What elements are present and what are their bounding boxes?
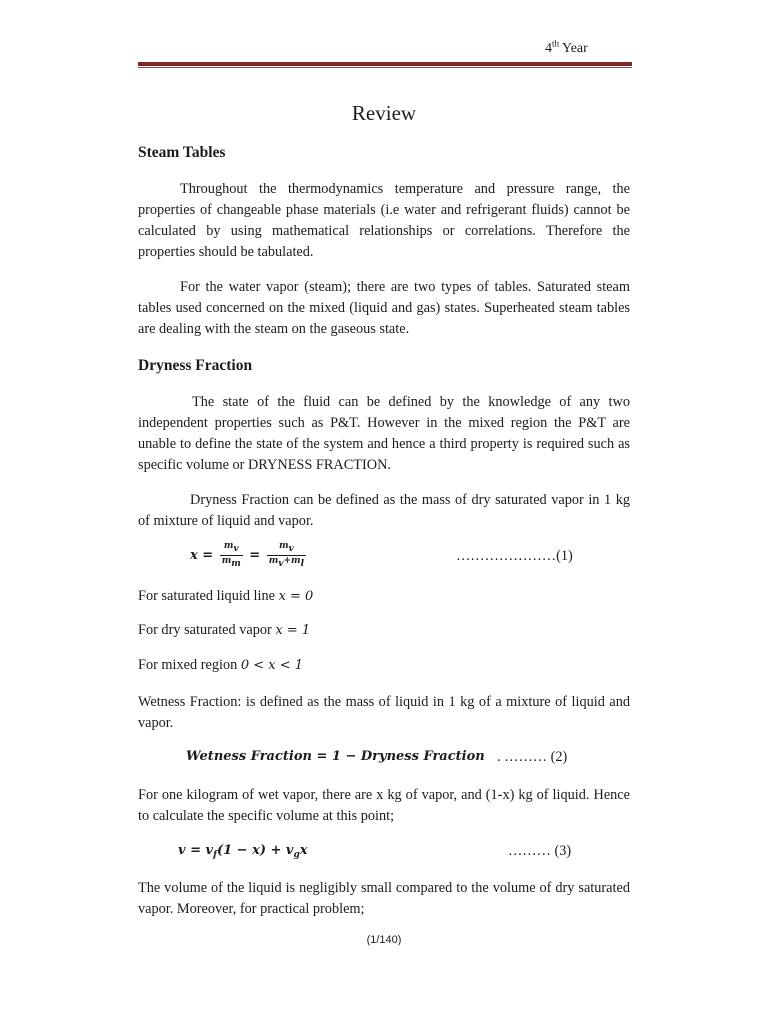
year-word: Year <box>559 41 588 56</box>
eq3-sub-g: g <box>293 850 300 860</box>
equation-1 <box>190 541 308 570</box>
year-number: 4 <box>545 41 552 56</box>
paragraph-wetness: Wetness Fraction: is defined as the mass of liquid in 1 kg of a mixture of liquid and vapor. <box>138 694 630 731</box>
paragraph-liquid-volume: The volume of the liquid is negligibly small compared to the volume of dry saturated vapor. Moreover, for practical problem; <box>138 880 630 917</box>
page-number: (1/140) <box>366 934 402 946</box>
paragraph-dryness-2: Dryness Fraction can be defined as the mass of dry saturated vapor in 1 kg of mixture of liquid and vapor. <box>138 492 630 529</box>
eq1-f2-num-sub: v <box>288 544 294 554</box>
line-dry-math: x = 1 <box>275 623 311 638</box>
eq1-f1-num: m <box>223 541 234 551</box>
line-dry-text: For dry saturated vapor <box>138 622 276 638</box>
line-liquid-text: For saturated liquid line <box>138 588 279 604</box>
eq1-f2-den-plus: +m <box>283 556 301 566</box>
eq1-f2-num: m <box>278 541 289 551</box>
line-mixed-math: 0 < x < 1 <box>240 658 304 673</box>
eq1-f2-den-a-sub: v <box>278 559 284 569</box>
eq1-f2-den-b-sub: l <box>300 559 304 569</box>
eq1-fraction-1 <box>220 541 243 570</box>
eq1-f1-den-sub: m <box>231 559 241 569</box>
line-mixed-region <box>138 657 303 674</box>
eq3-part-c: x <box>299 843 308 858</box>
paragraph-steam-tables-2: For the water vapor (steam); there are two types of tables. Saturated steam tables used concerned on the mixed (liquid and gas) states. Superheated steam tables are dealing with the steam on the gaseous state. <box>138 279 630 337</box>
eq1-equals: = <box>249 548 261 563</box>
eq1-f1-num-sub: v <box>233 544 239 554</box>
equation-3-number: ……… (3) <box>508 843 572 859</box>
heading-dryness-fraction: Dryness Fraction <box>138 357 253 374</box>
equation-2-number: . ……… (2) <box>497 749 568 765</box>
header-rule-thin <box>138 67 632 68</box>
eq3-sub-f: f <box>213 850 217 860</box>
paragraph-steam-tables-1: Throughout the thermodynamics temperature and pressure range, the properties of changeable phase materials (i.e water and refrigerant fluids) cannot be calculated by using mathematical relationships or correlations. Therefore the properties should be tabulated. <box>138 181 630 260</box>
paragraph-dryness-1: The state of the fluid can be defined by the knowledge of any two independent properties such as P&T. However in the mixed region the P&T are unable to define the state of the system and hence a third property is required such as specific volume or DRYNESS FRACTION. <box>138 394 630 473</box>
equation-1-number: …………………(1) <box>456 548 573 564</box>
eq1-lhs: x = <box>190 548 214 563</box>
line-saturated-liquid <box>138 588 313 605</box>
equation-3 <box>178 843 308 860</box>
page-title: Review <box>351 101 417 125</box>
eq1-f2-den-a: m <box>268 556 279 566</box>
header-rule-thick <box>138 62 632 66</box>
equation-2: Wetness Fraction = 1 − Dryness Fraction <box>186 749 485 764</box>
line-liquid-math: x = 0 <box>278 589 314 604</box>
line-dry-vapor <box>138 622 310 639</box>
eq1-f1-den: m <box>221 556 232 566</box>
header-year <box>545 38 588 57</box>
eq1-fraction-2 <box>267 541 306 570</box>
paragraph-specific-volume: For one kilogram of wet vapor, there are x kg of vapor, and (1-x) kg of liquid. Hence to calculate the specific volume at this point; <box>138 787 630 824</box>
heading-steam-tables: Steam Tables <box>138 144 226 161</box>
eq3-part-b: (1 − x) + v <box>216 843 294 858</box>
eq3-part-a: v = v <box>178 843 214 858</box>
line-mixed-text: For mixed region <box>138 657 241 673</box>
year-superscript: th <box>552 38 560 49</box>
